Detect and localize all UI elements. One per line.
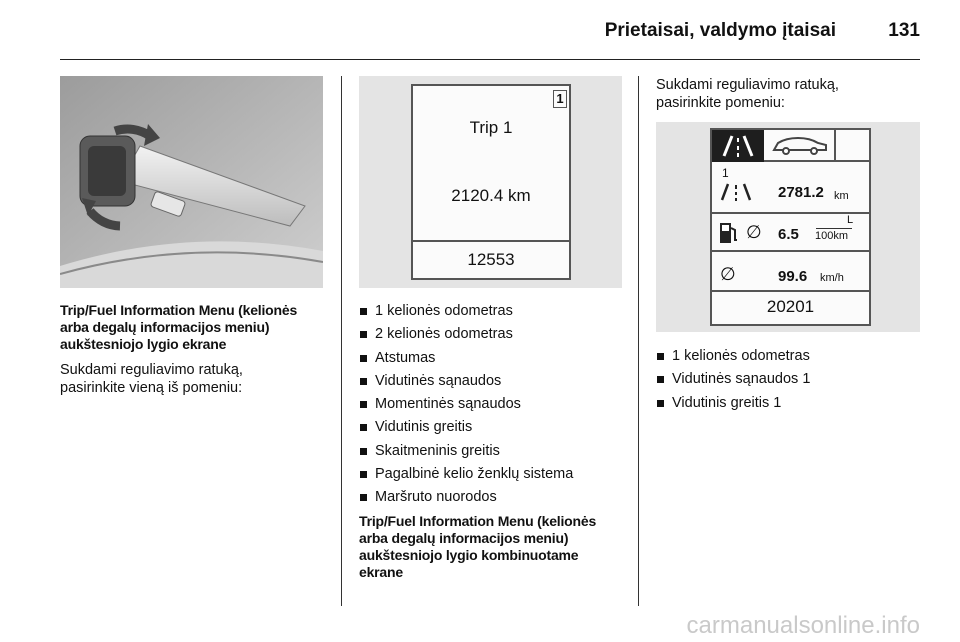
- list-item: Vidutinis greitis 1: [656, 392, 810, 415]
- header-title: Prietaisai, valdymo įtaisai: [604, 20, 836, 41]
- speed-unit: km/h: [820, 272, 844, 284]
- odometer-area: [413, 240, 569, 278]
- bullet-icon: [360, 308, 367, 315]
- trip-index: 1: [722, 166, 729, 180]
- average-symbol: ∅: [746, 222, 762, 242]
- list-item: Pagalbinė kelio ženklų sistema: [359, 463, 573, 486]
- list-item: 1 kelionės odometras: [656, 345, 810, 368]
- bullet-icon: [360, 424, 367, 431]
- page-number: 131: [888, 20, 920, 41]
- bullet-icon: [360, 331, 367, 338]
- paragraph-line: Sukdami reguliavimo ratuką,: [60, 362, 243, 378]
- instruction-paragraph: [656, 76, 839, 112]
- display-frame: [710, 128, 871, 326]
- submenu-list: [656, 345, 810, 415]
- bullet-icon: [360, 448, 367, 455]
- list-item: Skaitmeninis greitis: [359, 440, 573, 463]
- list-item: Vidutinis greitis: [359, 416, 573, 439]
- steering-stalk-illustration: [60, 76, 323, 288]
- bullet-icon: [657, 400, 664, 407]
- list-item: Vidutinės sąnaudos 1: [656, 368, 810, 391]
- road-tab: [712, 130, 764, 162]
- list-item: Maršruto nuorodos: [359, 486, 573, 509]
- trip-distance-value: 2781.2: [778, 184, 824, 201]
- trip-number-badge: 1: [553, 90, 567, 108]
- heading-line: aukštesniojo lygio ekrane: [60, 336, 227, 352]
- list-item: Atstumas: [359, 347, 573, 370]
- bullet-icon: [657, 376, 664, 383]
- odometer-value: 12553: [467, 250, 515, 269]
- heading-line: arba degalų informacijos meniu): [359, 530, 569, 546]
- trip-title: Trip 1: [469, 118, 513, 137]
- heading-line: arba degalų informacijos meniu): [60, 319, 270, 335]
- section-heading-combined-display: [359, 513, 596, 581]
- paragraph-line: Sukdami reguliavimo ratuką,: [656, 77, 839, 93]
- road-icon: [716, 180, 756, 204]
- paragraph-line: pasirinkite pomeniu:: [656, 95, 785, 111]
- display-frame: [411, 84, 571, 280]
- bullet-icon: [360, 494, 367, 501]
- page-header: [60, 0, 920, 60]
- bullet-icon: [360, 471, 367, 478]
- list-item: Momentinės sąnaudos: [359, 393, 573, 416]
- list-item: Vidutinės sąnaudos: [359, 370, 573, 393]
- steering-stalk-photo: [60, 76, 323, 288]
- bullet-icon: [657, 353, 664, 360]
- car-tab: [764, 130, 836, 162]
- trip-distance: 2120.4 km: [451, 186, 531, 205]
- heading-line: Trip/Fuel Information Menu (kelionės: [60, 302, 298, 318]
- consumption-unit-bottom: 100km: [815, 230, 849, 242]
- average-consumption-value: 6.5: [778, 226, 799, 243]
- trip-menu-list: [359, 300, 573, 510]
- instruction-paragraph: [60, 361, 243, 397]
- road-icon: [712, 130, 764, 162]
- column-divider-right: [638, 76, 639, 606]
- bullet-icon: [360, 355, 367, 362]
- distance-unit: km: [834, 190, 849, 202]
- unit-fraction-bar: [816, 228, 852, 229]
- combined-display-illustration: [656, 122, 920, 332]
- section-heading-upper-level: [60, 302, 297, 353]
- row-separator: [712, 250, 869, 252]
- list-item: 2 kelionės odometras: [359, 323, 573, 346]
- bullet-icon: [360, 401, 367, 408]
- odometer-value: 20201: [766, 297, 815, 316]
- average-speed-value: 99.6: [778, 268, 808, 285]
- consumption-unit-top: L: [846, 214, 854, 226]
- trip-display-illustration: [359, 76, 622, 288]
- paragraph-line: pasirinkite vieną iš pomeniu:: [60, 380, 243, 396]
- column-divider-left: [341, 76, 342, 606]
- bullet-icon: [360, 378, 367, 385]
- tab-divider: [836, 160, 869, 162]
- list-item: 1 kelionės odometras: [359, 300, 573, 323]
- heading-line: aukštesniojo lygio kombinuotame: [359, 547, 579, 563]
- average-symbol: ∅: [720, 264, 736, 284]
- fuel-pump-icon: [718, 220, 740, 246]
- heading-line: Trip/Fuel Information Menu (kelionės: [359, 513, 597, 529]
- watermark: carmanualsonline.info: [686, 612, 920, 639]
- heading-line: ekrane: [359, 564, 403, 580]
- car-icon: [764, 130, 836, 160]
